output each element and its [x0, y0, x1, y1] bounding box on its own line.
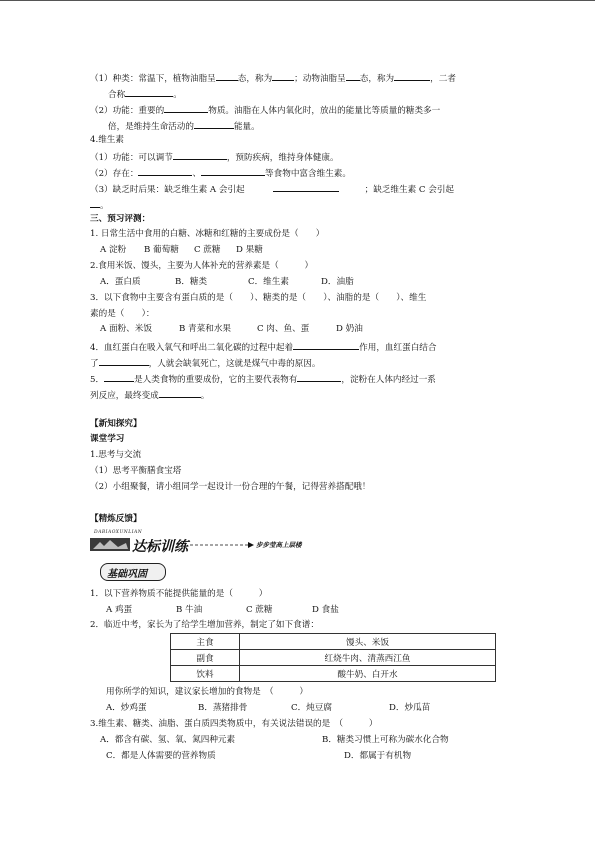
option: B 青菜和水果: [179, 324, 232, 334]
blank: [104, 372, 134, 382]
feedback-heading: 【精炼反馈】: [90, 514, 142, 524]
option: C．炖豆腐: [291, 703, 332, 713]
blank: [273, 182, 339, 192]
preview-q4: [90, 340, 436, 354]
explore-item-3: （2）小组聚餐，请小组同学一起设计一份合理的午餐，记得营养搭配哦！: [90, 482, 371, 492]
preview-heading: 三、预习评测：: [90, 214, 151, 224]
blank: [346, 71, 360, 81]
feedback-q1: 1．以下营养物质不能提供能量的是（ ）: [90, 589, 268, 599]
text: 5．: [90, 375, 105, 385]
preview-q2-options: [100, 277, 354, 288]
blank: [394, 71, 430, 81]
training-banner: [90, 530, 312, 554]
text: 态，称为: [237, 74, 273, 84]
menu-table: [170, 633, 496, 682]
banner-title: 达标训练: [132, 539, 188, 555]
text: ，淀粉在人体内经过一系: [341, 375, 436, 385]
preview-q1-options: [100, 245, 263, 256]
text: 倍，是维持生命活动的: [108, 122, 194, 132]
blank: [90, 198, 100, 208]
preview-q5: [90, 372, 436, 386]
text: ；动物油脂呈: [294, 74, 346, 84]
text: （1）功能：可以调节: [90, 153, 173, 163]
text: 了: [90, 359, 99, 369]
basics-label: [100, 563, 166, 581]
explore-subheading: 课堂学习: [90, 434, 125, 444]
vitamins-heading: 4.维生素: [90, 135, 124, 145]
fats-function-line-2: [108, 119, 260, 133]
option: B 葡萄糖: [144, 245, 179, 255]
text: （1）种类：常温下，植物油脂呈: [90, 74, 216, 84]
text: 是人类食物的重要成份，它的主要代表物有: [134, 375, 298, 385]
feedback-q2-ask: 用你所学的知识，建议家长增加的食物是 （ ）: [106, 687, 308, 697]
option: A 面粉、米饭: [100, 324, 152, 334]
option: C 肉、鱼、蛋: [257, 324, 310, 334]
text: （3）缺乏时后果：缺乏维生素 A 会引起: [90, 185, 245, 195]
table-cell: 副食: [171, 650, 240, 666]
banner-slogan: 步步莹高上层楼: [256, 541, 302, 549]
text: 。: [100, 201, 109, 211]
option: A．都含有碳、氢、氧、氮四种元素: [100, 735, 236, 745]
feedback-q3-options-row-2: [106, 751, 411, 762]
table-row: [171, 650, 496, 666]
blank: [293, 340, 359, 350]
text: 。: [200, 391, 210, 401]
blank: [159, 388, 201, 398]
text: ；缺乏维生素 C 会引起: [364, 185, 455, 195]
fats-kinds-line: [90, 71, 456, 85]
option: D 奶油: [336, 324, 363, 334]
option: D．炒瓜苗: [389, 703, 431, 713]
text: 物质。油脂在人体内氧化时，放出的能量比等质量的糖类多一: [208, 106, 441, 116]
option: C 蔗糖: [194, 245, 221, 255]
blank: [201, 166, 265, 176]
option: B．糖类习惯上可称为碳水化合物: [322, 735, 449, 745]
text: （2）存在：: [90, 169, 139, 179]
table-row: [171, 666, 496, 682]
text: 列反应，最终变成: [90, 391, 159, 401]
option: C．维生素: [248, 277, 289, 287]
basics-label-text: 基础巩固: [107, 569, 147, 580]
feedback-q2-options: [106, 703, 430, 714]
preview-q3-options: [100, 324, 363, 335]
preview-q3-line-2: 素的是（ ）：: [90, 309, 155, 319]
option: D．都属于有机物: [344, 751, 412, 761]
text: 合称: [108, 90, 126, 100]
text: 4．血红蛋白在吸入氧气和呼出二氧化碳的过程中起着: [90, 343, 294, 353]
blank: [125, 87, 173, 97]
fats-function-line: [90, 103, 440, 117]
vitamins-lack-line-2: [90, 198, 109, 212]
preview-q5-line-2: [90, 388, 209, 402]
option: D．油脂: [321, 277, 354, 287]
text: 、: [192, 169, 202, 179]
banner-pinyin: DABIAOXUNLIAN: [94, 530, 143, 535]
feedback-q2: 2．临近中考，家长为了给学生增加营养，制定了如下食谱：: [90, 620, 319, 630]
text: 。: [173, 90, 182, 100]
vitamins-function-line: [90, 150, 339, 164]
table-row: [171, 634, 496, 650]
text: 能量。: [233, 122, 260, 132]
option: A．炒鸡蛋: [106, 703, 147, 713]
blank: [272, 71, 294, 81]
blank: [173, 150, 227, 160]
text: ，预防疾病，维持身体健康。: [226, 153, 339, 163]
table-cell: 馒头、米饭: [240, 634, 496, 650]
option: C 蔗糖: [246, 605, 273, 615]
fats-kinds-line-2: [108, 87, 182, 101]
blank: [99, 356, 149, 366]
text: 等食物中富含维生素。: [265, 169, 351, 179]
blank: [194, 119, 234, 129]
text: ，二者: [430, 74, 456, 84]
blank: [216, 71, 238, 81]
feedback-q3: 3.维生素、糖类、油脂、蛋白质四类物质中，有关说法错误的是 （ ）: [90, 719, 378, 729]
vitamins-exist-line: [90, 166, 351, 180]
table-cell: 饮料: [171, 666, 240, 682]
blank: [164, 103, 208, 113]
explore-item-1: 1.思考与交流: [90, 450, 142, 460]
blank: [138, 166, 192, 176]
preview-q1: 1. 日常生活中食用的白糖、冰糖和红糖的主要成份是（ ）: [90, 229, 325, 239]
table-cell: 红烧牛肉、清蒸西江鱼: [240, 650, 496, 666]
text: （2）功能：重要的: [90, 106, 165, 116]
option: C．都是人体需要的营养物质: [106, 751, 216, 761]
option: A 鸡蛋: [106, 605, 133, 615]
table-cell: 主食: [171, 634, 240, 650]
option: B．糖类: [175, 277, 208, 287]
table-cell: 酸牛奶、白开水: [240, 666, 496, 682]
preview-q2: 2.食用米饭、馒头，主要为人体补充的营养素是（ ）: [90, 261, 314, 271]
blank: [297, 372, 341, 382]
option: D 果糖: [236, 245, 263, 255]
text: ，人就会缺氧死亡，这就是煤气中毒的原因。: [148, 359, 321, 369]
feedback-q3-options-row-1: [100, 735, 449, 746]
text: 态，称为: [359, 74, 395, 84]
explore-item-2: （1）思考平衡膳食宝塔: [90, 466, 182, 476]
option: D 食盐: [312, 605, 339, 615]
preview-q4-line-2: [90, 356, 321, 370]
text: 作用，血红蛋白结合: [359, 343, 437, 353]
preview-q3: 3．以下食物中主要含有蛋白质的是（ ）、糖类的是（ ）、油脂的是（ ）、维生: [90, 293, 427, 303]
option: B．蒸猪排骨: [198, 703, 248, 713]
option: A 淀粉: [100, 245, 127, 255]
explore-heading: 【新知探究】: [90, 419, 142, 429]
feedback-q1-options: [106, 605, 339, 616]
option: B 牛油: [176, 605, 203, 615]
option: A．蛋白质: [100, 277, 141, 287]
vitamins-lack-line: [90, 182, 454, 196]
